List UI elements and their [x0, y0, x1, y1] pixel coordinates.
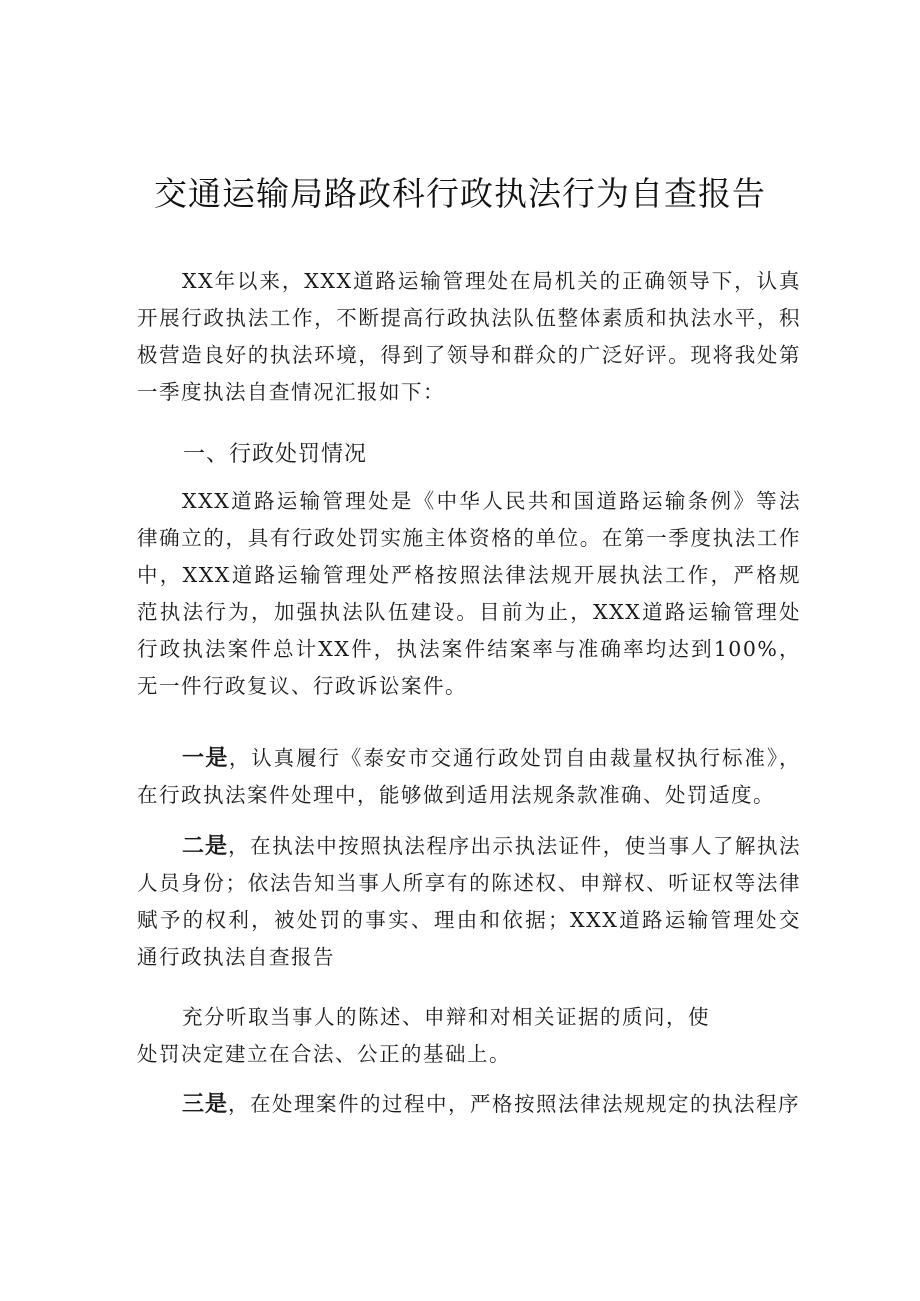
section-paragraph-penalty: XXX道路运输管理处是《中华人民共和国道路运输条例》等法律确立的，具有行政处罚实施主体资格的单位。在第一季度执法工作中，XXX道路运输管理处严格按照法律法规开展执法工作，严格规范执法行为，加强执法队伍建设。目前为止，XXX道路运输管理处行政执法案件总计XX件，执法案件结案率与准确率均达到100%，无一件行政复议、行政诉讼案件。 — [137, 489, 801, 698]
point-two-paragraph — [137, 828, 801, 976]
document-title: 交通运输局路政科行政执法行为自查报告 — [154, 174, 766, 213]
continuation-line-2: 处罚决定建立在合法、公正的基础上。 — [137, 1042, 511, 1066]
continuation-line-1: 充分听取当事人的陈述、申辩和对相关证据的质问，使 — [182, 1005, 710, 1029]
point-two-text: ，在执法中按照执法程序出示执法证件，使当事人了解执法人员身份；依法告知当事人所享有的陈述权、申辩权、听证权等法律赋予的权利，被处罚的事实、理由和依据；XXX道路运输管理处交通行政执法自查报告 — [137, 834, 801, 969]
point-one-lead: 一是 — [182, 746, 229, 771]
point-one-text: ，认真履行《泰安市交通行政处罚自由裁量权执行标准》，在行政执法案件处理中，能够做到适用法规条款准确、处罚适度。 — [137, 746, 801, 807]
point-three-lead: 三是 — [182, 1092, 229, 1117]
intro-paragraph: XX年以来，XXX道路运输管理处在局机关的正确领导下，认真开展行政执法工作，不断提高行政执法队伍整体素质和执法水平，积极营造良好的执法环境，得到了领导和群众的广泛好评。现将我处第一季度执法自查情况汇报如下： — [137, 269, 801, 404]
point-three-paragraph — [137, 1086, 801, 1123]
point-three-text: ，在处理案件的过程中，严格按照法律法规规定的执法程序 — [228, 1092, 801, 1116]
point-two-continuation — [137, 999, 801, 1073]
point-two-lead: 二是 — [182, 834, 229, 859]
point-one-paragraph — [137, 740, 801, 814]
section-heading-penalty: 一、行政处罚情况 — [183, 442, 368, 467]
